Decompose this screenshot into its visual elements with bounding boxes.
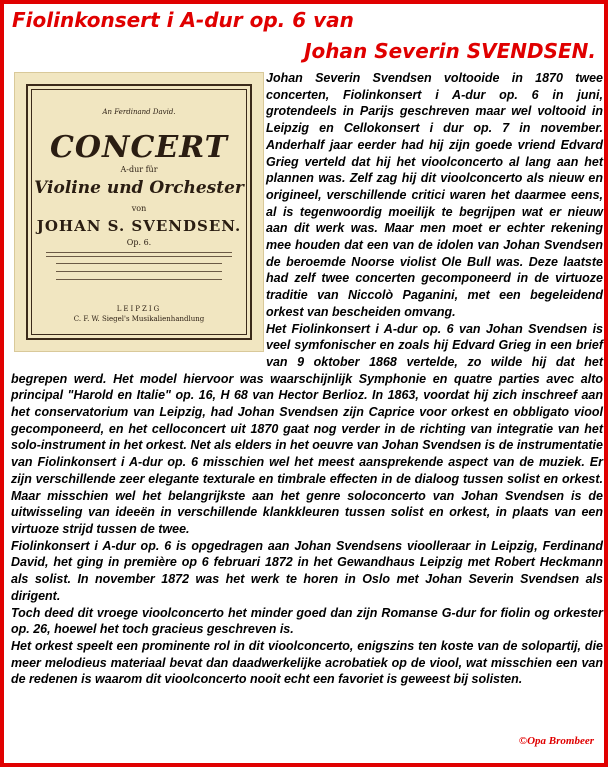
paragraph: Het Fiolinkonsert i A-dur op. 6 van Johan Svendsen is veel symfonischer en zoals hij Edvard Grieg in een brief van 9 oktober 1868 vertelde, zo wilde hij dat het begrepen werd. Het model hiervoor was waarschijnlijk Symphonie en quatre parties avec alto principal "Harold en Italie" op. 16, H 68 van Hector Berlioz. In 1863, voordat hij zich inschreef aan het conservatorium van Leipzig, had Johan Svendsen zijn Caprice voor orkest en obbligato viool gecomponeerd, en het celloconcert uit 1870 gaat nog verder in de richting van integratie van het solo-instrument in het orkest. Net als elders in het oeuvre van Johan Svendsen is de instrumentatie van Fiolinkonsert i A-dur op. 6 misschien wel het meest aansprekende aspect van de muziek. Er zijn verschillende zeer elegante texturale en timbrale effecten in de dialoog tussen solist en orkest. Maar misschien wel het belangrijkste aan het genre soloconcerto van Johan Svendsen is de uitwisseling van ideeën in verschillende klankkleuren tussen solist en orkest, in plaats van een virtuoze strijd tussen de twee. xyxy=(11,321,603,536)
copyright-signature: ©Opa Brombeer xyxy=(518,735,594,747)
score-publisher: C. F. W. Siegel's Musikalienhandlung xyxy=(73,315,205,323)
score-city: LEIPZIG xyxy=(116,305,162,313)
paragraph: Het orkest speelt een prominente rol in dit vioolconcerto, enigszins ten koste van de solopartij, die meer melodieus materiaal bevat dan daadwerkelijke acrobatiek op de viool, wat misschien een van de redenen is waarom dit vioolconcerto nooit echt een favoriet is geweest bij solisten. xyxy=(11,638,603,687)
page-title-line-2: Johan Severin SVENDSEN. xyxy=(304,39,596,63)
paragraph: Toch deed dit vroege vioolconcerto het minder goed dan zijn Romanse G-dur for fiolin og orkester op. 26, hoewel het toch gracieus geschreven is. xyxy=(11,605,603,637)
image-spacer xyxy=(11,70,266,367)
article-body xyxy=(11,70,603,688)
score-concert-heading: CONCERT xyxy=(50,130,228,165)
paragraph: Johan Severin Svendsen voltooide in 1870 twee concerten, Fiolinkonsert i A-dur op. 6 in juni, grotendeels in Parijs geschreven maar wel voltooid in Leipzig en Cellokonsert i dur op. 7 in november. Anderhalf jaar eerder had hij zijn goede vriend Edvard Grieg verteld dat hij het vioolconcerto al lang aan het plannen was. Zelf zag hij dit vioolconcerto als nieuw en origineel, verschillende critici waren het daarmee eens, al is tegenwoordig moeilijk te begrijpen wat er nieuw aan dit werk was. Maar men moet er echter rekening mee houden dat een van de idolen van Johan Svendsen de beroemde Noorse violist Ole Bull was. Deze laatste had zelf twee concerten gecomponeerd in de virtuoze traditie van Niccolò Paganini, met een begeleidend orkest van bescheiden omvang. xyxy=(266,71,603,319)
score-opus: Op. 6. xyxy=(126,238,152,247)
score-composer: JOHAN S. SVENDSEN. xyxy=(36,217,242,235)
page-title-line-1: Fiolinkonsert i A-dur op. 6 van xyxy=(12,8,354,32)
paragraph: Fiolinkonsert i A-dur op. 6 is opgedragen aan Johan Svendsens vioolleraar in Leipzig, Ferdinand David, het ging in première op 6 februari 1872 in het Gewandhaus Leipzig met Robert Heckmann als solist. In november 1872 was het werk te horen in Oslo met Johan Severin Svendsen als dirigent. xyxy=(11,538,603,603)
score-von: von xyxy=(131,204,147,213)
score-key: A-dur für xyxy=(120,165,158,174)
score-dedication: An Ferdinand David. xyxy=(102,108,176,116)
score-instruments: Violine und Orchester xyxy=(34,178,244,198)
